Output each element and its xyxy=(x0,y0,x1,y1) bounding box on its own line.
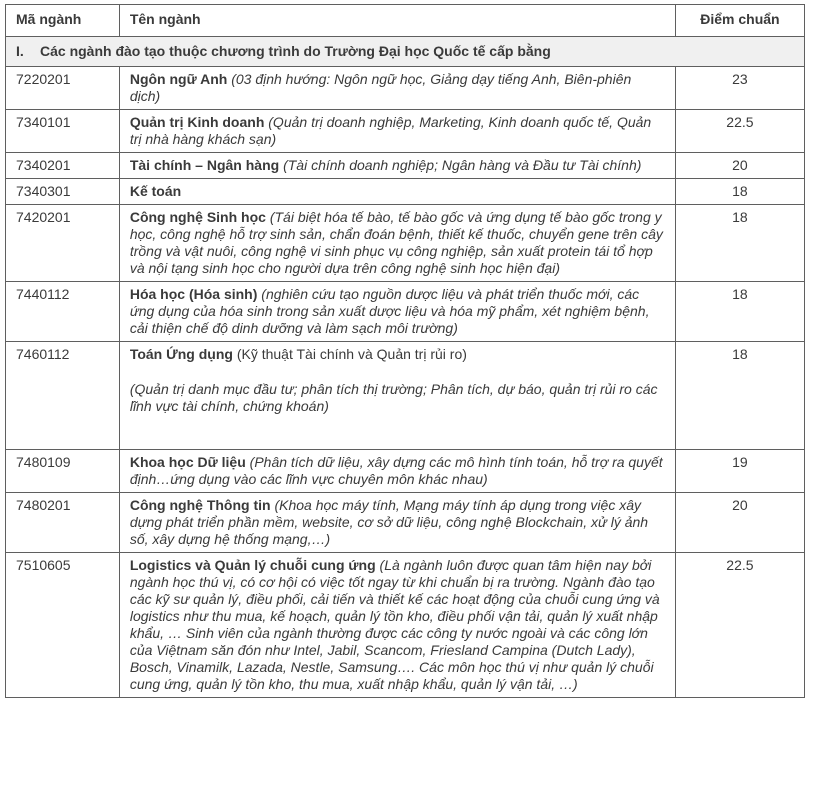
major-description: (03 định hướng: Ngôn ngữ học, Giảng dạy tiếng Anh, Biên-phiên dịch) xyxy=(129,71,632,104)
row-code: 7340201 xyxy=(6,153,120,179)
header-row xyxy=(6,5,805,37)
row-major xyxy=(119,342,675,450)
major-name: Ngôn ngữ Anh xyxy=(129,71,228,87)
row-score: 23 xyxy=(675,67,804,110)
section-cell xyxy=(6,37,805,67)
major-name: Kế toán xyxy=(129,183,182,199)
table-row xyxy=(6,110,805,153)
major-description: (Tài chính doanh nghiệp; Ngân hàng và Đầu tư Tài chính) xyxy=(279,157,642,173)
header-score: Điểm chuẩn xyxy=(675,5,804,37)
row-score: 22.5 xyxy=(675,110,804,153)
section-number: I. xyxy=(16,43,24,59)
row-score: 19 xyxy=(675,450,804,493)
major-name: Công nghệ Sinh học xyxy=(129,209,266,225)
row-code: 7220201 xyxy=(6,67,120,110)
row-code: 7460112 xyxy=(6,342,120,450)
row-code: 7480109 xyxy=(6,450,120,493)
row-major xyxy=(119,153,675,179)
major-name: Logistics và Quản lý chuỗi cung ứng xyxy=(129,557,376,573)
major-description: (Là ngành luôn được quan tâm hiện nay bởi ngành học thú vị, có cơ hội có việc tốt ngay từ khi chuẩn bị ra trường. Ngành đào tạo các kỹ sư quản lý, điều phối, cải tiến và thiết kế các hoạt động của chuỗi cung ứng và logistics như thu mua, kế hoạch, quản lý tồn kho, điều phối vận tải, quản lý xuất nhập khẩu, … Sinh viên của ngành thường được các công ty nước ngoài và các công lớn của Việtnam săn đón như Intel, Jabil, Scancom, Friesland Campina (Dutch Lady), Bosch, Vinamilk, Lazada, Nestle, Samsung…. Các môn học thú vị như quản lý chuỗi cung ứng, quản lý tồn kho, thu mua, xuất nhập khẩu, quản lý vận tải, …) xyxy=(129,557,660,692)
header-code: Mã ngành xyxy=(6,5,120,37)
table-row xyxy=(6,153,805,179)
row-major xyxy=(119,493,675,553)
row-code: 7420201 xyxy=(6,205,120,282)
major-description: (Tái biệt hóa tế bào, tế bào gốc và ứng dụng tế bào gốc trong y học, công nghệ hỗ trợ sinh sản, chẩn đoán bệnh, thiết kế thuốc, chuyển gene trên cây trồng và vật nuôi, công nghệ vi sinh phục vụ công nghiệp, sản xuất protein tái tổ hợp và nội tạng sinh học cho người dựa trên công nghệ sinh học hiện đại) xyxy=(129,209,663,276)
row-code: 7340101 xyxy=(6,110,120,153)
admission-score-table xyxy=(5,4,805,698)
row-score: 20 xyxy=(675,493,804,553)
table-row xyxy=(6,342,805,450)
row-major xyxy=(119,553,675,698)
major-description: (nghiên cứu tạo nguồn dược liệu và phát triển thuốc mới, các ứng dụng của hóa sinh trong sản xuất dược liệu và hóa mỹ phẩm, xét nghiệm bệnh, cải thiện chế độ dinh dưỡng và làm sạch môi trường) xyxy=(129,286,650,336)
row-major xyxy=(119,179,675,205)
major-name: Hóa học (Hóa sinh) xyxy=(129,286,258,302)
row-score: 18 xyxy=(675,342,804,450)
table-row xyxy=(6,67,805,110)
major-description: (Phân tích dữ liệu, xây dựng các mô hình tính toán, hỗ trợ ra quyết định…ứng dụng vào các lĩnh vực chuyên môn khác nhau) xyxy=(129,454,663,487)
major-name: Khoa học Dữ liệu xyxy=(129,454,246,470)
row-major xyxy=(119,205,675,282)
row-score: 22.5 xyxy=(675,553,804,698)
row-major xyxy=(119,110,675,153)
header-name: Tên ngành xyxy=(119,5,675,37)
major-name: Tài chính – Ngân hàng xyxy=(129,157,280,173)
section-row xyxy=(6,37,805,67)
major-subtitle: (Kỹ thuật Tài chính và Quản trị rủi ro) xyxy=(232,346,467,362)
row-score: 18 xyxy=(675,205,804,282)
row-major xyxy=(119,282,675,342)
table-row xyxy=(6,493,805,553)
table-row xyxy=(6,553,805,698)
row-code: 7510605 xyxy=(6,553,120,698)
table-row xyxy=(6,179,805,205)
table-row xyxy=(6,282,805,342)
row-major xyxy=(119,450,675,493)
major-description: (Quản trị doanh nghiệp, Marketing, Kinh doanh quốc tế, Quản trị nhà hàng khách sạn) xyxy=(129,114,652,147)
major-description: (Quản trị danh mục đầu tư; phân tích thị trường; Phân tích, dự báo, quản trị rủi ro các lĩnh vực tài chính, chứng khoán) xyxy=(129,381,658,414)
major-name: Toán Ứng dụng xyxy=(129,346,233,362)
row-major xyxy=(119,67,675,110)
section-title: Các ngành đào tạo thuộc chương trình do Trường Đại học Quốc tế cấp bằng xyxy=(40,43,551,59)
row-score: 18 xyxy=(675,282,804,342)
row-code: 7340301 xyxy=(6,179,120,205)
major-name: Quản trị Kinh doanh xyxy=(129,114,265,130)
row-score: 18 xyxy=(675,179,804,205)
major-description: (Khoa học máy tính, Mạng máy tính áp dụng trong việc xây dựng phát triển phần mềm, website, cơ sở dữ liệu, công nghệ Blockchain, xử lý ảnh số, xây dựng hệ thống mạng,…) xyxy=(129,497,649,547)
table-row xyxy=(6,205,805,282)
row-code: 7440112 xyxy=(6,282,120,342)
row-score: 20 xyxy=(675,153,804,179)
table-row xyxy=(6,450,805,493)
row-code: 7480201 xyxy=(6,493,120,553)
major-name: Công nghệ Thông tin xyxy=(129,497,271,513)
